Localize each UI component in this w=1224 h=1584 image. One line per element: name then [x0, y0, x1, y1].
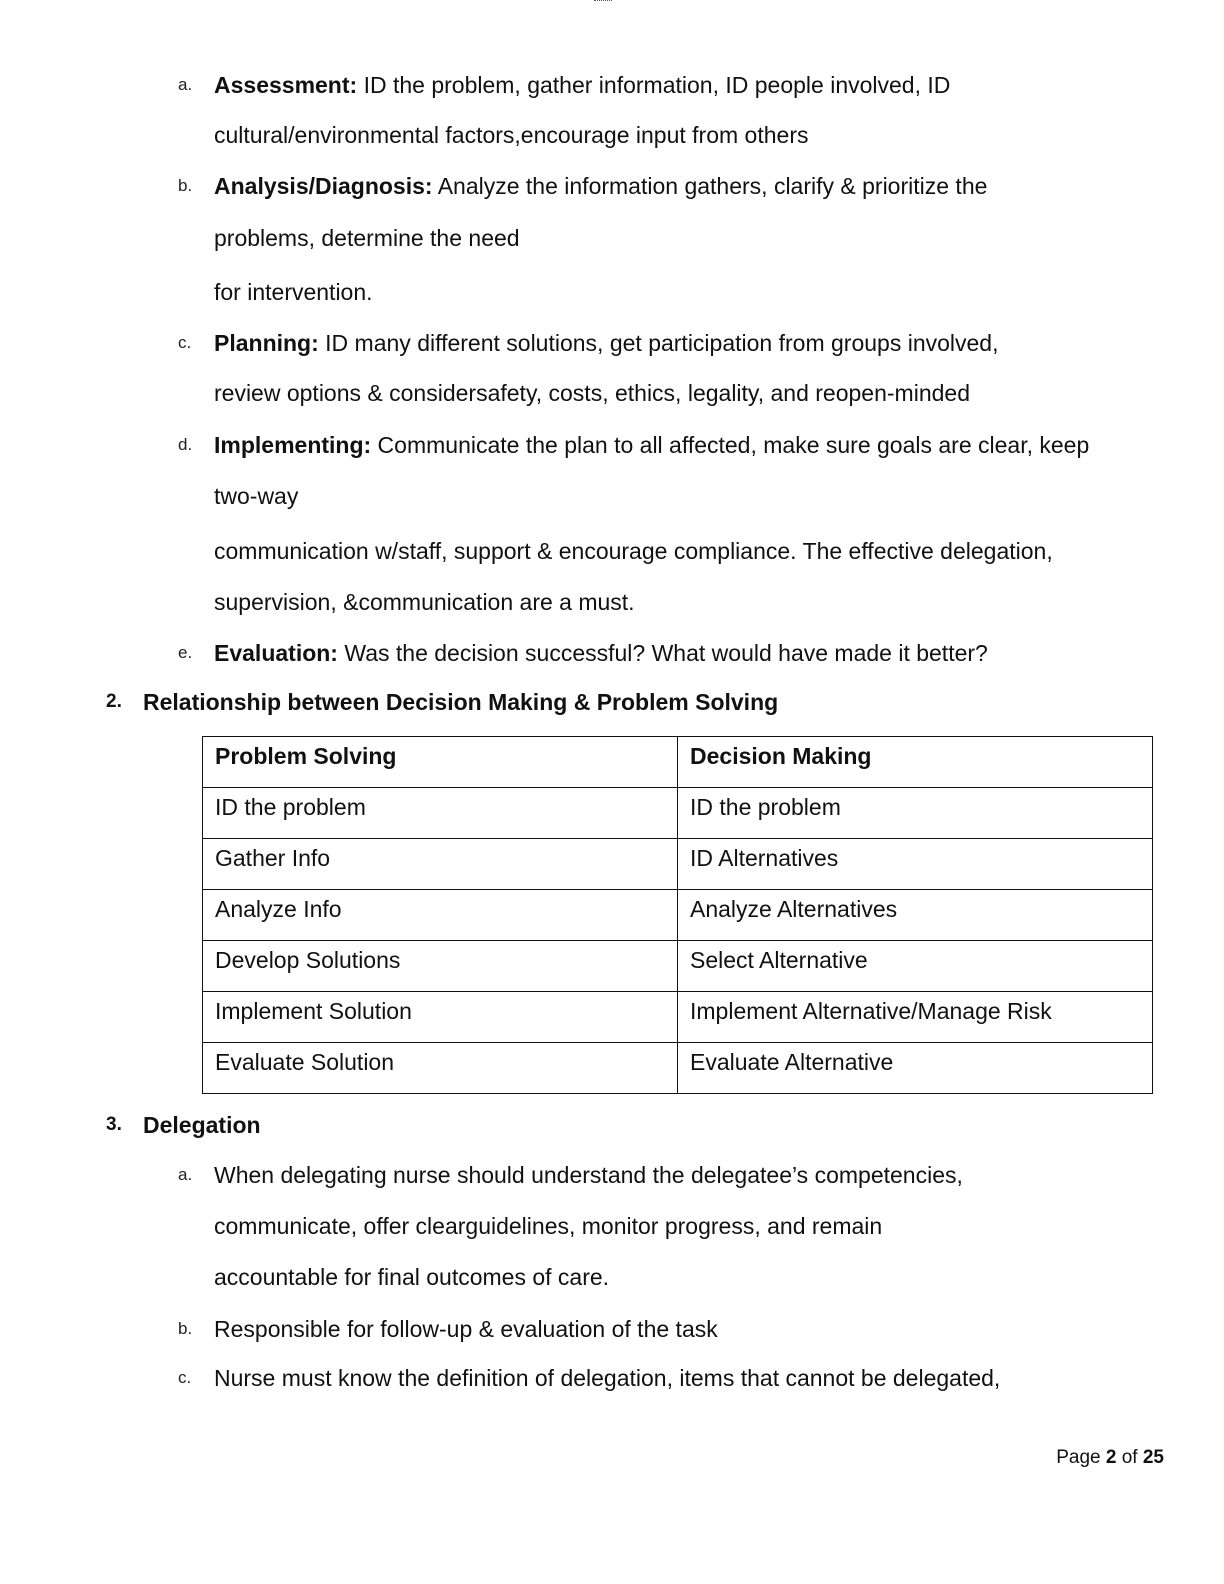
table-cell: Implement Solution: [203, 992, 678, 1043]
table-header-row: [203, 737, 1153, 788]
item-evaluation-label: Evaluation:: [214, 640, 338, 666]
item-analysis-text-1: Analyze the information gathers, clarify & prioritize the: [432, 173, 988, 199]
item-analysis-line-3: for intervention.: [214, 279, 373, 305]
item-assessment-label: Assessment:: [214, 72, 358, 98]
page-number: [1056, 1447, 1164, 1469]
item-analysis-line-2: problems, determine the need: [214, 225, 520, 251]
item-planning-line-2: review options & considersafety, costs, ethics, legality, and reopen-minded: [214, 380, 970, 406]
table-cell: ID the problem: [203, 788, 678, 839]
item-planning-line-1: [214, 330, 1174, 356]
item-assessment-text-1: ID the problem, gather information, ID people involved, ID: [357, 72, 951, 98]
item-planning: [214, 330, 1174, 406]
table-header-cell: Problem Solving: [203, 737, 678, 788]
page-number-current: 2: [1105, 1447, 1117, 1468]
item-analysis-label: Analysis/Diagnosis:: [214, 173, 433, 199]
table-cell: Evaluate Alternative: [678, 1043, 1153, 1094]
item-implementing-text-1: Communicate the plan to all affected, make sure goals are clear, keep: [371, 432, 1090, 458]
item-implementing-line-3: communication w/staff, support & encourage compliance. The effective delegation,: [214, 538, 1053, 564]
delegation-item-a-line-3: accountable for final outcomes of care.: [214, 1264, 610, 1290]
table-row: [203, 839, 1153, 890]
section-2-title: Relationship between Decision Making & Problem Solving: [143, 689, 779, 715]
header-mark: [594, 0, 612, 3]
item-assessment: [214, 72, 1174, 148]
table-cell: Analyze Info: [203, 890, 678, 941]
page-number-total: 25: [1142, 1447, 1164, 1468]
page-number-prefix: Page: [1056, 1447, 1106, 1468]
section-2-number: 2.: [106, 691, 122, 712]
delegation-item-b-marker: b.: [178, 1319, 193, 1338]
delegation-item-b: [214, 1316, 1174, 1342]
item-implementing-label: Implementing:: [214, 432, 372, 458]
delegation-item-c-marker: c.: [178, 1368, 192, 1387]
delegation-item-a: [214, 1162, 1174, 1290]
table-cell: Analyze Alternatives: [678, 890, 1153, 941]
item-assessment-line-1: [214, 72, 1174, 98]
table-header-cell: Decision Making: [678, 737, 1153, 788]
item-implementing-line-2: two-way: [214, 483, 299, 509]
section-3-number: 3.: [106, 1114, 122, 1135]
item-analysis: [214, 173, 1174, 305]
comparison-table: [202, 736, 1153, 1094]
table-cell: Develop Solutions: [203, 941, 678, 992]
table-row: [203, 890, 1153, 941]
table-row: [203, 992, 1153, 1043]
table-row: [203, 941, 1153, 992]
table-cell: Evaluate Solution: [203, 1043, 678, 1094]
delegation-item-a-line-1: When delegating nurse should understand the delegatee’s competencies,: [214, 1162, 963, 1188]
table-cell: ID the problem: [678, 788, 1153, 839]
item-e-marker: e.: [178, 643, 193, 662]
item-assessment-line-2: cultural/environmental factors,encourage input from others: [214, 122, 809, 148]
item-implementing-line-1: [214, 432, 1174, 458]
item-analysis-line-1: [214, 173, 1174, 199]
item-evaluation-text-1: Was the decision successful? What would have made it better?: [337, 640, 988, 666]
item-evaluation: [214, 640, 1174, 666]
item-implementing-line-4: supervision, &communication are a must.: [214, 589, 635, 615]
item-planning-text-1: ID many different solutions, get participation from groups involved,: [318, 330, 999, 356]
delegation-item-a-marker: a.: [178, 1165, 193, 1184]
page-number-of: of: [1116, 1447, 1143, 1468]
item-d-marker: d.: [178, 435, 193, 454]
table-row: [203, 788, 1153, 839]
item-b-marker: b.: [178, 176, 193, 195]
delegation-item-b-line-1: Responsible for follow-up & evaluation of the task: [214, 1316, 718, 1342]
section-3-title: Delegation: [143, 1112, 261, 1138]
table-cell: Select Alternative: [678, 941, 1153, 992]
item-a-marker: a.: [178, 75, 193, 94]
table-cell: Gather Info: [203, 839, 678, 890]
table-row: [203, 1043, 1153, 1094]
table-cell: Implement Alternative/Manage Risk: [678, 992, 1153, 1043]
item-evaluation-line-1: [214, 640, 1174, 666]
table-cell: ID Alternatives: [678, 839, 1153, 890]
item-c-marker: c.: [178, 333, 192, 352]
item-implementing: [214, 432, 1174, 615]
delegation-item-c: [214, 1365, 1174, 1391]
delegation-item-a-line-2: communicate, offer clearguidelines, monitor progress, and remain: [214, 1213, 883, 1239]
delegation-item-c-line-1: Nurse must know the definition of delegation, items that cannot be delegated,: [214, 1365, 1001, 1391]
item-planning-label: Planning:: [214, 330, 319, 356]
